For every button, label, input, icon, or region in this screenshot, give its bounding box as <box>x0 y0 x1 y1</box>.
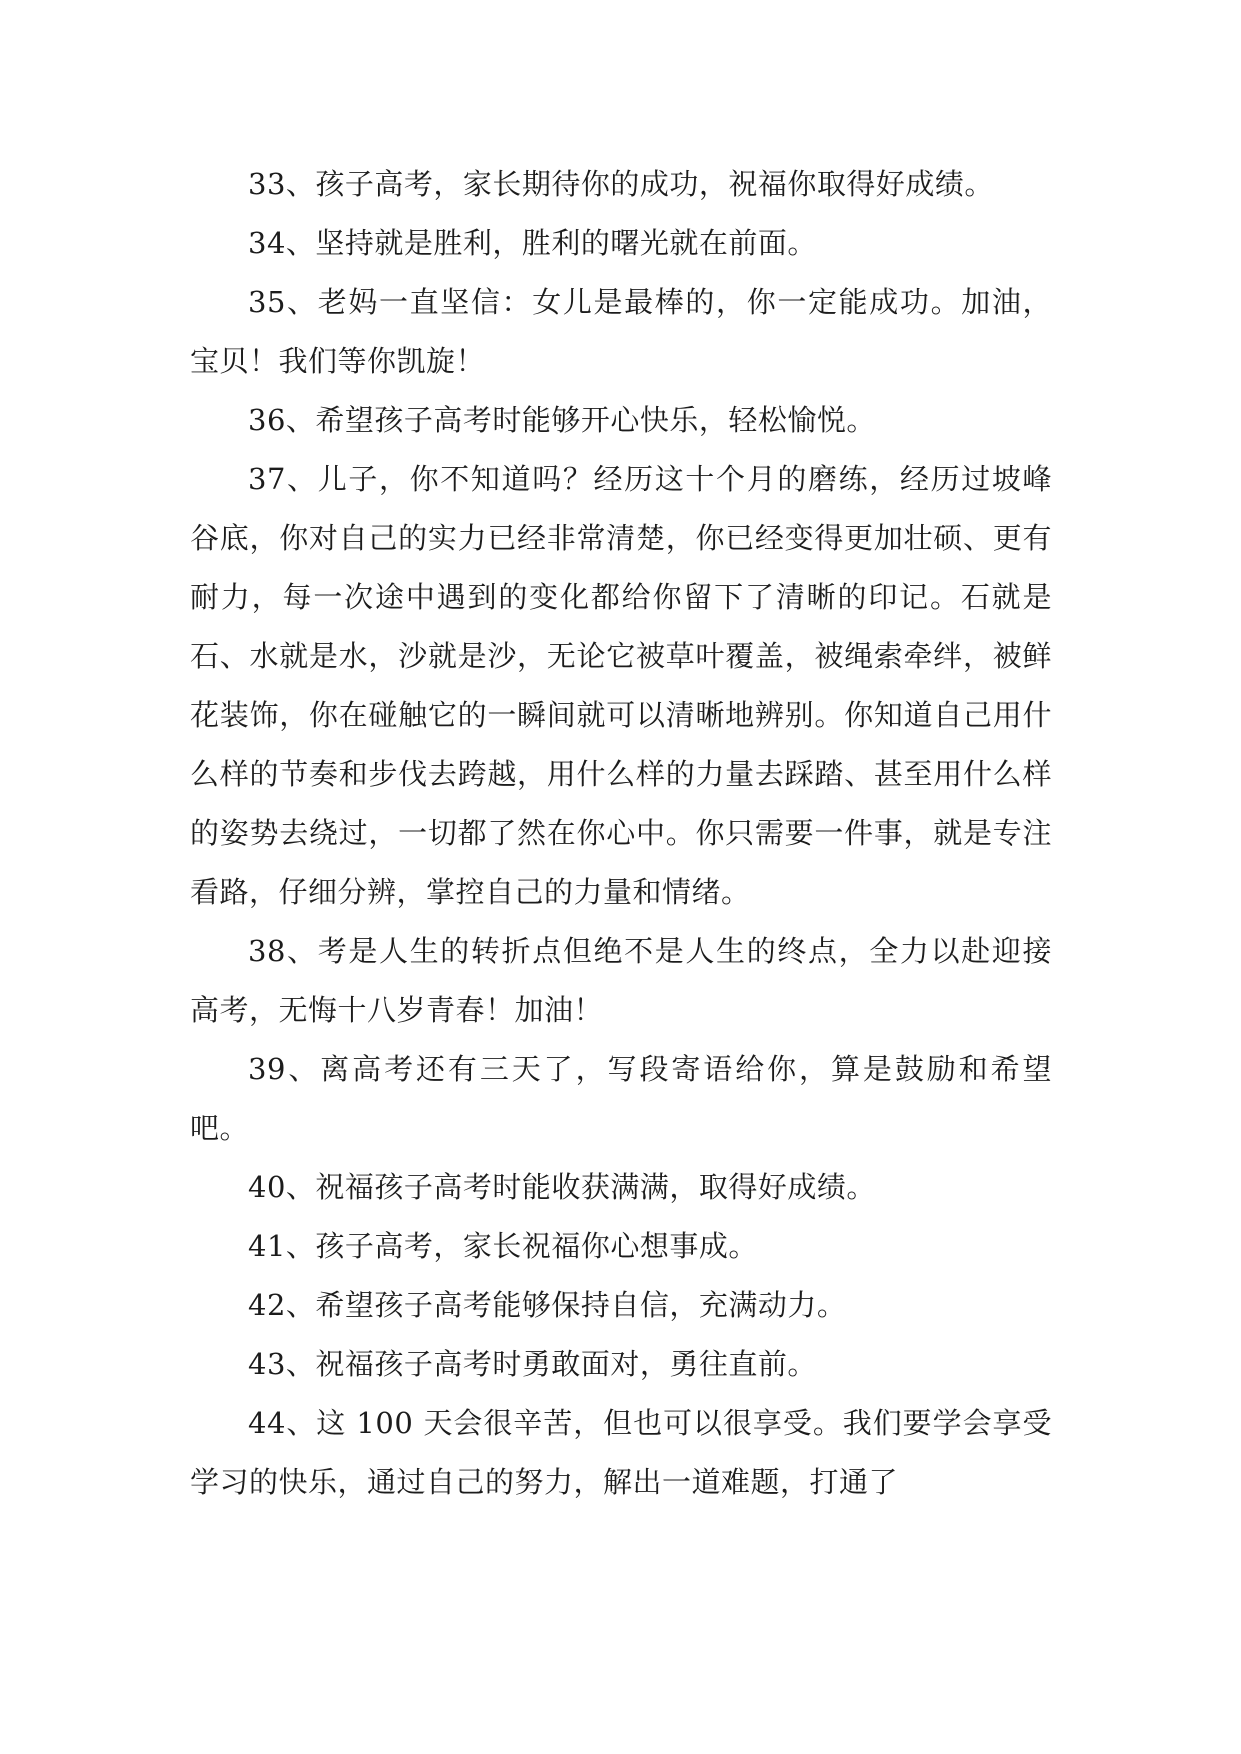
paragraph-43: 43、祝福孩子高考时勇敢面对，勇往直前。 <box>248 1347 817 1381</box>
paragraph-38: 38、考是人生的转折点但绝不是人生的终点，全力以赴迎接高考，无悔十八岁青春！加油！ <box>190 934 1052 1027</box>
paragraph-33: 33、孩子高考，家长期待你的成功，祝福你取得好成绩。 <box>248 167 994 201</box>
paragraph-36: 36、希望孩子高考时能够开心快乐，轻松愉悦。 <box>248 403 876 437</box>
paragraph-42: 42、希望孩子高考能够保持自信，充满动力。 <box>248 1288 847 1322</box>
paragraph-37: 37、儿子，你不知道吗？经历这十个月的磨练，经历过坡峰谷底，你对自己的实力已经非常清楚，你已经变得更加壮硕、更有耐力，每一次途中遇到的变化都给你留下了清晰的印记。石就是石、水就是水，沙就是沙，无论它被草叶覆盖，被绳索牵绊，被鲜花装饰，你在碰触它的一瞬间就可以清晰地辨别。你知道自己用什么样的节奏和步伐去跨越，用什么样的力量去踩踏、甚至用什么样的姿势去绕过，一切都了然在你心中。你只需要一件事，就是专注看路，仔细分辨，掌控自己的力量和情绪。 <box>190 462 1052 909</box>
paragraph-39: 39、离高考还有三天了，写段寄语给你，算是鼓励和希望吧。 <box>190 1052 1052 1145</box>
paragraph-35: 35、老妈一直坚信：女儿是最棒的，你一定能成功。加油，宝贝！我们等你凯旋！ <box>190 285 1052 378</box>
paragraph-41: 41、孩子高考，家长祝福你心想事成。 <box>248 1229 758 1263</box>
paragraph-40: 40、祝福孩子高考时能收获满满，取得好成绩。 <box>248 1170 876 1204</box>
paragraph-44: 44、这 100 天会很辛苦，但也可以很享受。我们要学会享受学习的快乐，通过自己的努力，解出一道难题，打通了 <box>190 1406 1052 1499</box>
paragraph-34: 34、坚持就是胜利，胜利的曙光就在前面。 <box>248 226 817 260</box>
document-page <box>190 155 1052 1512</box>
